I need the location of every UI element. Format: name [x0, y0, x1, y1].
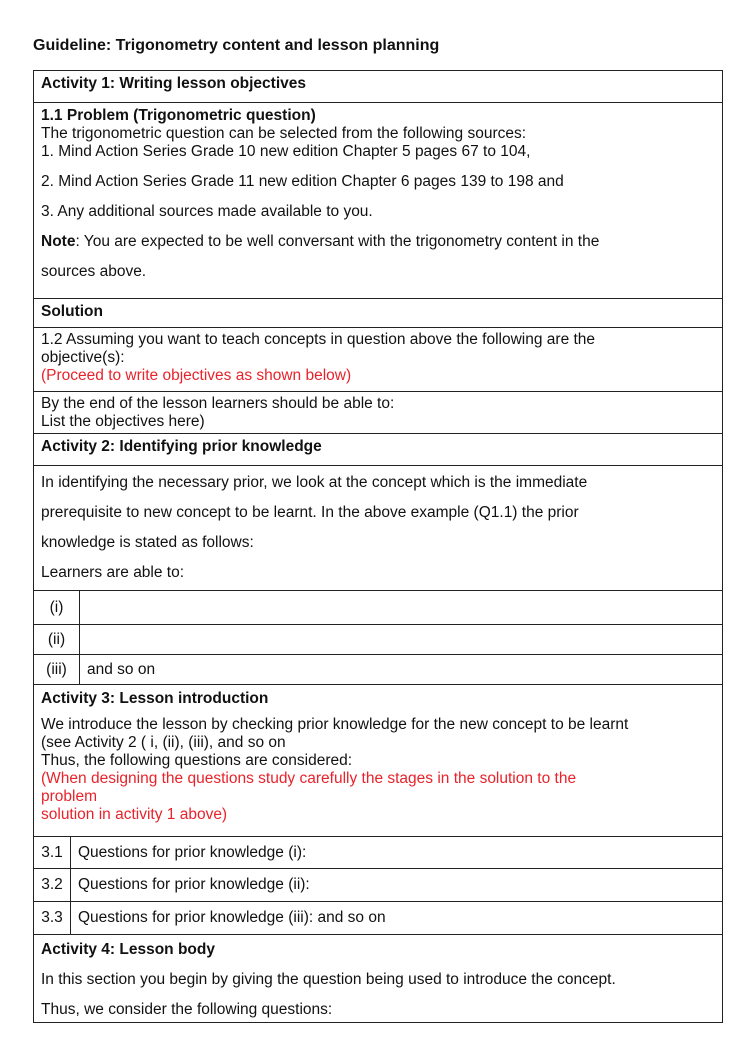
- question-text: Questions for prior knowledge (iii): and so on: [78, 909, 386, 926]
- note-label: Note: [41, 233, 76, 250]
- activity4-line-2: Thus, we consider the following questions:: [41, 1001, 333, 1018]
- activity3-red-3: solution in activity 1 above): [41, 806, 228, 823]
- problem-heading: 1.1 Problem (Trigonometric question): [41, 107, 316, 124]
- prior-item-number: (iii): [34, 655, 80, 684]
- activity2-para-2: prerequisite to new concept to be learnt. In the above example (Q1.1) the prior: [41, 504, 579, 521]
- source-2: 2. Mind Action Series Grade 11 new edition Chapter 6 pages 139 to 198 and: [41, 173, 564, 190]
- activity4-section: [33, 935, 723, 1023]
- activity3-line-3: Thus, the following questions are considered:: [41, 752, 353, 769]
- prior-item-i: [33, 591, 723, 625]
- prior-item-number: (ii): [34, 625, 80, 654]
- prior-item-text: [80, 591, 87, 624]
- activity1-problem-section: [33, 103, 723, 299]
- guideline-table: [33, 70, 723, 1023]
- activity3-red-2: problem: [41, 788, 97, 805]
- objective-line-2: objective(s):: [41, 349, 125, 366]
- activity4-line-1: In this section you begin by giving the question being used to introduce the concept.: [41, 971, 616, 988]
- problem-intro: The trigonometric question can be selected from the following sources:: [41, 125, 527, 142]
- question-text: Questions for prior knowledge (i):: [78, 843, 307, 861]
- objectives-section: [33, 328, 723, 392]
- question-number: 3.3: [34, 902, 71, 934]
- end-of-lesson-section: [33, 392, 723, 434]
- source-1: 1. Mind Action Series Grade 10 new edition Chapter 5 pages 67 to 104,: [41, 143, 531, 160]
- end-line-1: By the end of the lesson learners should be able to:: [41, 395, 395, 412]
- note-line-2: sources above.: [41, 263, 147, 280]
- activity1-heading: Activity 1: Writing lesson objectives: [33, 71, 723, 103]
- activity4-heading: Activity 4: Lesson body: [41, 941, 215, 958]
- activity3-line-1: We introduce the lesson by checking prior knowledge for the new concept to be learnt: [41, 716, 629, 733]
- prior-item-ii: [33, 625, 723, 655]
- objective-instruction: (Proceed to write objectives as shown below): [41, 367, 352, 384]
- solution-heading: Solution: [33, 299, 723, 328]
- question-text: Questions for prior knowledge (ii):: [78, 876, 310, 893]
- prior-item-number: (i): [34, 591, 80, 624]
- note-text: : You are expected to be well conversant with the trigonometry content in the: [75, 233, 600, 250]
- prior-item-iii: [33, 655, 723, 685]
- activity3-line-2: (see Activity 2 ( i, (ii), (iii), and so on: [41, 734, 286, 751]
- objective-line-1: 1.2 Assuming you want to teach concepts in question above the following are the: [41, 331, 596, 348]
- activity3-heading: Activity 3: Lesson introduction: [41, 690, 269, 707]
- activity3-section: [33, 685, 723, 837]
- question-3-2: [33, 869, 723, 902]
- activity2-para-3: knowledge is stated as follows:: [41, 534, 254, 551]
- question-3-3: [33, 902, 723, 935]
- document-title: Guideline: Trigonometry content and lesson planning: [33, 37, 440, 54]
- note-line-1: [41, 227, 716, 257]
- question-number: 3.2: [34, 869, 71, 901]
- prior-item-text: and so on: [87, 660, 156, 678]
- activity2-heading: Activity 2: Identifying prior knowledge: [33, 434, 723, 466]
- question-3-1: [33, 837, 723, 869]
- activity2-description: [33, 466, 723, 591]
- source-3: 3. Any additional sources made available to you.: [41, 203, 373, 220]
- end-line-2: List the objectives here): [41, 413, 205, 430]
- prior-item-text: [80, 625, 87, 654]
- activity2-para-1: In identifying the necessary prior, we look at the concept which is the immediate: [41, 474, 588, 491]
- question-number: 3.1: [34, 837, 71, 868]
- activity3-red-1: (When designing the questions study carefully the stages in the solution to the: [41, 770, 577, 787]
- activity2-para-4: Learners are able to:: [41, 564, 185, 581]
